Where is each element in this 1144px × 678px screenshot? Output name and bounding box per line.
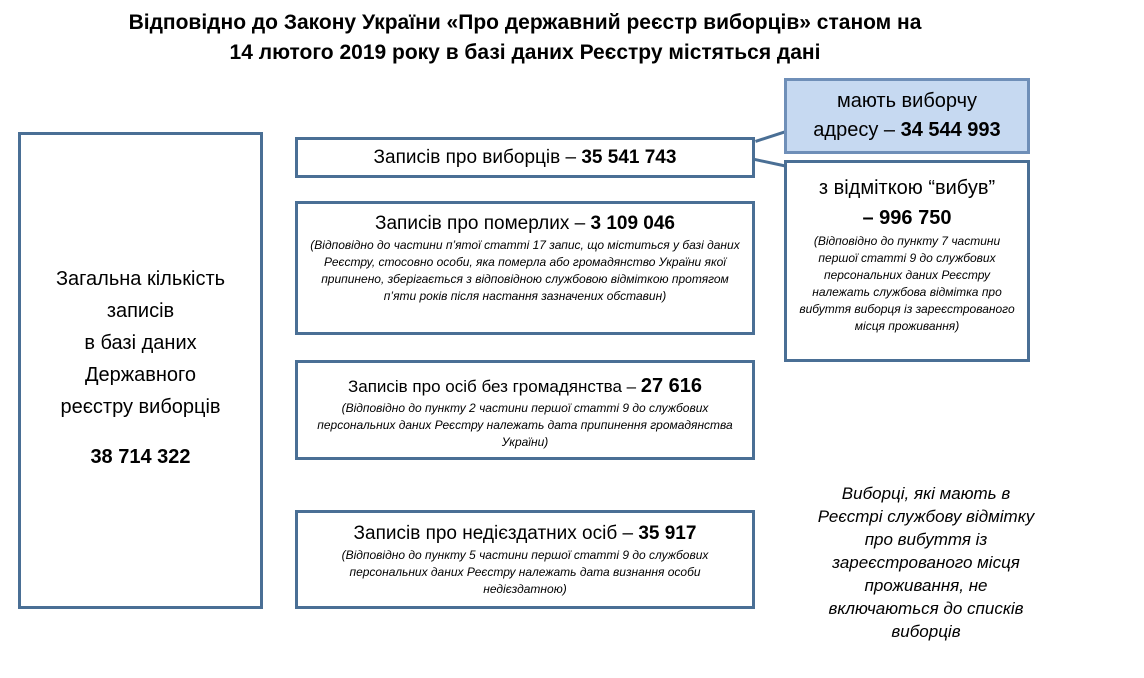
incapable-records-label: Записів про недієздатних осіб – [353,523,639,544]
deceased-records-note: (Відповідно до частини п’ятої статті 17 запис, що міститься у базі даних Реєстру, стосовно особи, яка померла або громадянство України якої припинено, зберігається з відповідною службовою відміткою протягом п’яти років після настання зазначених обставин) [310,238,740,303]
incapable-records-box [295,510,755,609]
departed-mark-note: (Відповідно до пункту 7 частини першої статті 9 до службових персональних даних Реєстру належать службова відмітка про вибуття виборця із зареєстрованого місця проживання) [799,234,1015,333]
departed-mark-value: – 996 750 [862,207,952,229]
total-records-box [18,132,263,609]
stateless-records-value: 27 616 [640,375,703,397]
total-label-line-5: реєстру виборців [60,396,221,418]
incapable-records-value: 35 917 [638,523,697,544]
side-note: Виборці, які мають в Реєстрі службову відмітку про вибуття із зареєстрованого місця проживання, не включаються до списків виборців [817,484,1035,641]
stateless-records-line [298,373,752,400]
departed-mark-label: з відміткою “вибув” [818,177,996,199]
electoral-address-box [784,78,1030,154]
electoral-address-line-1: мають виборчу [836,90,978,112]
deceased-records-box [295,201,755,335]
deceased-records-label: Записів про померлих – [375,213,591,234]
title-line-1: Відповідно до Закону України «Про державний реєстр виборців» станом на [128,11,922,34]
electoral-address-line-2 [787,116,1027,145]
electoral-address-label: адресу – [813,119,901,141]
stateless-records-note: (Відповідно до пункту 2 частини першої статті 9 до службових персональних даних Реєстру належать дата припинення громадянства України) [317,401,733,449]
title-line-2: 14 лютого 2019 року в базі даних Реєстру містяться дані [229,41,821,64]
incapable-records-note: (Відповідно до пункту 5 частини першої статті 9 до службових персональних даних Реєстру належать дата визнання особи недієздатною) [341,548,709,596]
incapable-records-line [298,521,752,547]
electoral-address-value: 34 544 993 [900,119,1001,141]
total-label-line-2: записів [106,300,175,322]
page-title [0,8,1050,68]
voters-records-line [298,145,752,171]
stateless-records-label: Записів про осіб без громадянства – [347,377,641,396]
total-label-line-3: в базі даних [84,332,197,354]
departed-mark-box [784,160,1030,362]
voters-records-label: Записів про виборців – [373,147,582,168]
deceased-records-value: 3 109 046 [590,213,675,234]
deceased-records-line [298,211,752,237]
voters-records-box [295,137,755,178]
voters-records-value: 35 541 743 [581,147,677,168]
connector-voters-departed [754,158,786,168]
connector-voters-address [755,130,786,143]
total-label-line-1: Загальна кількість [55,268,226,290]
stateless-records-box [295,360,755,460]
total-records-value: 38 714 322 [90,446,191,468]
total-label-line-4: Державного [84,364,197,386]
